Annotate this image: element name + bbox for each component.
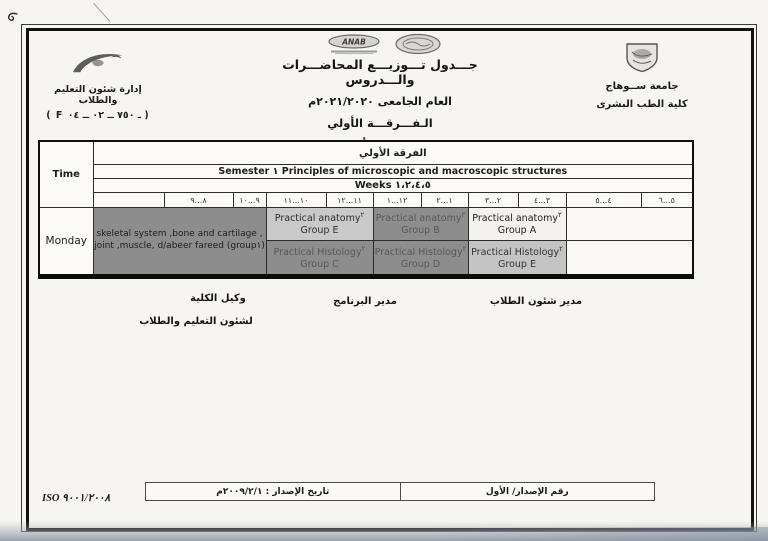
session-cell-histology-group-d [373,241,468,277]
session-group: Group E [300,225,339,237]
issue-date-cell: تاريخ الإصدار : ٢٠٠٩/٢/١م [146,483,401,500]
session-superscript: ٢ [360,211,365,220]
round-seal-stamp-icon [394,33,442,56]
session-group: Group E [498,258,536,270]
session-title: Practical Histology [374,246,463,258]
signature-vice-dean-line2: لشئون التعليم والطلاب [139,316,253,327]
session-title: Practical anatomy [472,213,558,225]
slot-cell: ١١...١٢ [326,193,373,208]
signature-vice-dean-line1: وكيل الكلية [190,293,246,304]
university-name: جامعة ســوهاج [605,81,679,92]
slot-cell: ٢...٣ [468,193,518,208]
university-block [583,42,701,110]
academic-year: العام الجامعى ٢٠٢١/٢٠٢٠م [308,95,452,108]
education-affairs-block [38,50,158,121]
slot-cell: ٣...٤ [518,193,566,208]
session-title: Practical anatomy [274,213,361,225]
session-cell-anatomy-group-e [266,208,373,241]
slot-cell: ١٢...١ [373,193,421,208]
session-group: Group D [400,258,441,270]
accreditation-stamps [327,33,452,56]
session-superscript: ٢ [559,244,563,253]
signature-student-affairs: مدير شئون الطلاب [489,296,583,307]
timetable-wrapper [38,140,694,279]
slot-cell: ١...٢ [421,193,468,208]
session-cell-anatomy-group-a [468,208,566,241]
faculty-name: كلية الطب البشرى [596,99,688,110]
session-superscript: ٢ [361,244,366,253]
day-cell-monday: Monday [39,208,93,277]
svg-text:ANAB: ANAB [342,37,366,47]
university-emblem-icon [617,42,667,73]
session-cell-histology-group-e [468,241,566,277]
slot-cell: ١٠...١١ [266,193,326,208]
session-cell-histology-group-c [266,241,373,277]
empty-cell [566,241,693,277]
session-superscript: ٢ [462,244,467,253]
lecture-cell: skeletal system ,bone and cartilage , joint ,muscle, d/abeer fareed (group١) [93,208,266,277]
stray-scan-line [93,3,110,22]
dept-label: إدارة شئون التعليم والطلاب [54,84,142,106]
scanner-edge-shadow-right [422,527,768,541]
timetable [38,140,694,279]
session-superscript: ٢ [461,211,466,220]
document-titles [265,57,495,151]
empty-cell [566,208,693,241]
slot-cell: ٩...١٠ [233,193,266,208]
session-group: Group C [300,258,339,270]
session-superscript: ٢ [557,211,562,220]
year-row-cell: الفرقة الأولي [93,141,693,165]
signature-program-director: مدير البرنامج [333,296,397,307]
slot-cell-blank [93,193,164,208]
session-cell-anatomy-group-b [373,208,468,241]
weeks-row-cell: Weeks ١،٢،٤،٥ [93,179,693,193]
slot-cell: ٨...٩ [164,193,233,208]
session-title: Practical Histology [471,246,560,258]
education-affairs-logo-icon [69,50,127,76]
time-header-cell: Time [39,141,93,208]
issue-number-cell: رقم الإصدار/ الأول [485,486,569,497]
slot-cell: ٥...٦ [641,193,693,208]
issue-info-table [145,482,655,501]
session-title: Practical Histology [273,246,362,258]
iso-certification-label: ISO ٩٠٠١/٢٠٠٨ [42,493,111,504]
session-group: Group A [497,225,537,237]
anab-stamp-icon [327,34,385,55]
dept-code: ( F ـ ٧٥٠ ــ ٠٢ ــ ٠٤ ) [46,110,150,121]
semester-row-cell: Semester ١ Principles of microscopic and macroscopic structures [93,165,693,179]
session-group: Group B [401,225,440,237]
session-title: Practical anatomy [375,213,462,225]
document-title: جـــدول تـــوزيـــع المحاضـــرات والـــدروس [282,57,478,87]
slot-cell: ٤...٥ [566,193,641,208]
grade-title: الـفـــرقـــة الأولي [327,116,433,130]
pen-scribble-mark [4,11,22,29]
